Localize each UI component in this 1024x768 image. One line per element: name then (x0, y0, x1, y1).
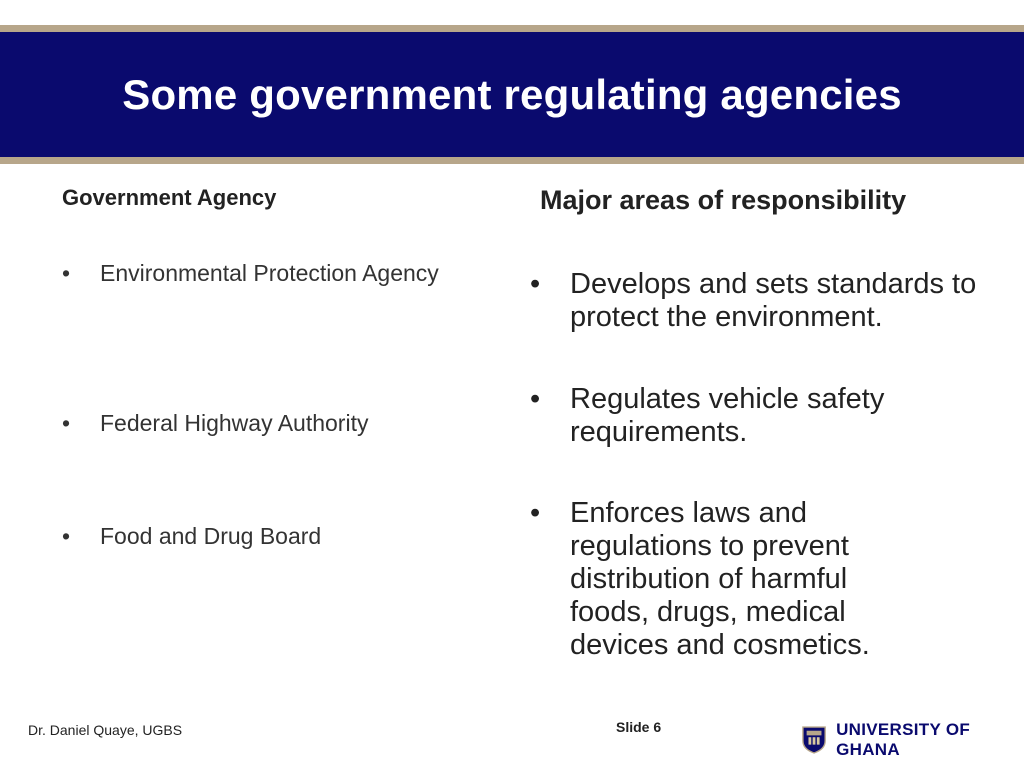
slide-number: Slide 6 (616, 719, 662, 735)
top-accent-stripe (0, 25, 1024, 32)
bullet: • (530, 497, 541, 529)
bullet: • (62, 523, 71, 549)
university-crest-icon (802, 725, 826, 755)
responsibility-column-header: Major areas of responsibility (540, 185, 907, 215)
responsibility-text: Enforces laws and regulations to prevent distribution of harmful foods, drugs, medical devices and cosmetics. (570, 497, 870, 661)
bullet: • (62, 260, 71, 286)
university-logo (802, 720, 1024, 760)
responsibility-item (530, 497, 930, 662)
agency-label: Food and Drug Board (100, 523, 322, 549)
bullet: • (62, 410, 71, 436)
responsibility-item (530, 268, 1000, 334)
bottom-accent-stripe (0, 157, 1024, 164)
agency-item (62, 523, 321, 550)
title-bar (0, 32, 1024, 157)
responsibility-text: Develops and sets standards to protect the environment. (570, 268, 977, 333)
responsibility-item (530, 383, 1000, 449)
responsibility-text: Regulates vehicle safety requirements. (570, 383, 885, 448)
agency-item (62, 410, 368, 437)
agency-label: Federal Highway Authority (100, 410, 369, 436)
agency-label: Environmental Protection Agency (100, 260, 439, 286)
bullet: • (530, 268, 541, 300)
university-name: UNIVERSITY OF GHANA (836, 720, 971, 759)
agency-item (62, 260, 439, 287)
footer-author: Dr. Daniel Quaye, UGBS (28, 722, 183, 738)
slide-title: Some government regulating agencies (122, 70, 902, 118)
bullet: • (530, 383, 541, 415)
agency-column-header: Government Agency (62, 185, 277, 210)
